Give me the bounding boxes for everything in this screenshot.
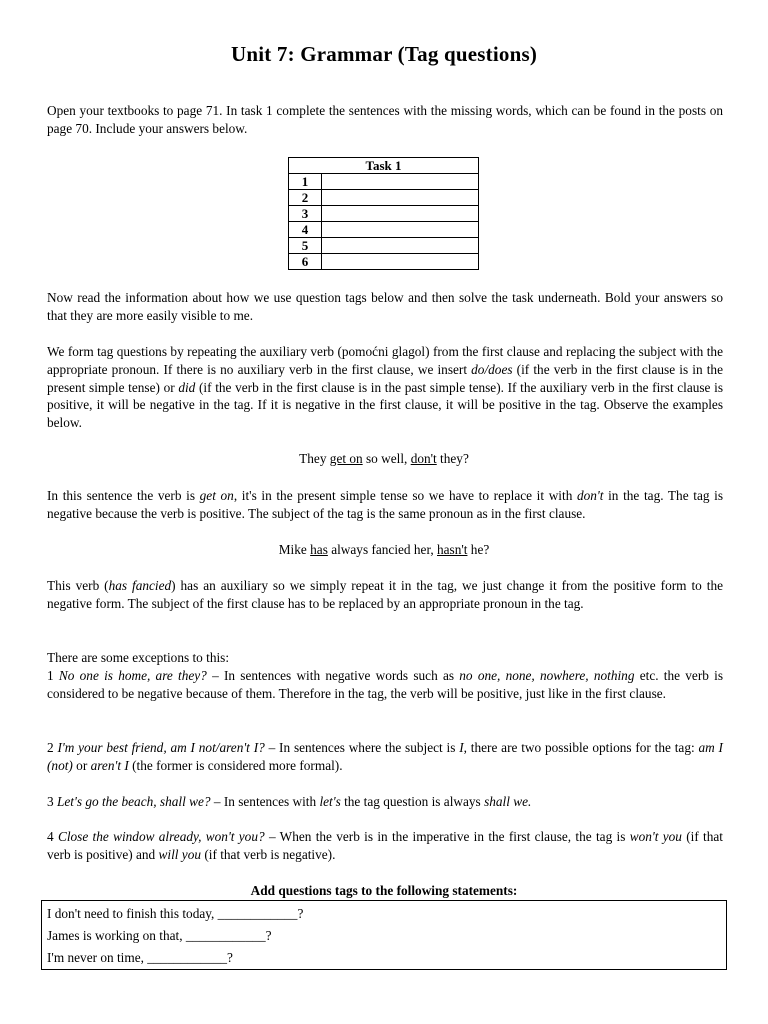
exception-2-b: I [459, 740, 464, 755]
row-number: 6 [289, 254, 322, 270]
exception-2-example: I'm your best friend, am I not/aren't I? [57, 740, 265, 755]
exception-3-number: 3 [47, 794, 57, 809]
explain-2-c: ) has an auxiliary so we simply repeat it in the tag, we just change it from the positive form to the negative form. The subject of the first clause has to be replaced by an appropriate pronoun in the tag. [47, 578, 723, 611]
intro-paragraph: Open your textbooks to page 71. In task 1 complete the sentences with the missing words, which can be found in the posts on page 70. Include your answers below. [47, 103, 723, 136]
explain-1-b: get on [199, 488, 234, 503]
task1-header: Task 1 [289, 158, 479, 174]
statement-line[interactable]: I don't need to finish this today, ____________? [47, 906, 304, 921]
example-2-tag: hasn't [437, 542, 468, 557]
task2-heading: Add questions tags to the following statements: [250, 883, 518, 898]
table-row [289, 238, 479, 254]
row-number: 4 [289, 222, 322, 238]
table-row [289, 254, 479, 270]
exception-3-c: the tag question is always [340, 794, 485, 809]
exception-1-a: – In sentences with negative words such as [206, 668, 460, 683]
exception-1-number: 1 [47, 668, 59, 683]
task1-table [288, 157, 479, 270]
form-text-e: (if the verb in the first clause is in the past simple tense). If the auxiliary verb in the first clause is positive, it will be negative in the tag. If it is negative in the first clause, it will be positive in the tag. Observe the examples below. [47, 379, 723, 431]
exception-1-b: no one, none, nowhere, nothing [459, 668, 635, 683]
exception-1-c: etc. the verb is considered to be negative because of them. Therefore in the tag, the verb will be positive, just like in the first clause. [47, 668, 723, 701]
row-number: 3 [289, 206, 322, 222]
table-row [289, 190, 479, 206]
explain-2-a: This verb ( [47, 578, 109, 593]
table-row [289, 222, 479, 238]
form-did: did [178, 379, 196, 395]
exception-4 [47, 828, 723, 864]
example-1 [0, 450, 768, 468]
form-do-does: do/does [471, 361, 513, 377]
explain-1-e: in the tag. The tag is negative because the verb is positive. The subject of the tag is the same pronoun as in the first clause. [47, 488, 723, 521]
statement-line[interactable]: James is working on that, ____________? [47, 928, 272, 943]
example-2-mid: always fancied her, [327, 542, 437, 557]
exception-3-d: shall we. [484, 794, 532, 809]
exception-4-d: will you [158, 846, 202, 862]
answer-cell[interactable] [322, 190, 479, 206]
exception-1 [47, 667, 723, 703]
exception-4-a: – When the verb is in the imperative in the first clause, the tag is [264, 829, 630, 844]
answer-cell[interactable] [322, 238, 479, 254]
statement-line[interactable]: I'm never on time, ____________? [47, 950, 233, 965]
form-text-c: (if the verb in the first clause is in the present simple tense) or [47, 361, 723, 395]
explain-2-paragraph [47, 577, 723, 613]
exception-4-example: Close the window already, won't you? [57, 829, 265, 844]
exceptions-intro: There are some exceptions to this: [47, 650, 230, 665]
answer-cell[interactable] [322, 206, 479, 222]
exception-3-example: Let's go the beach, shall we? [56, 794, 211, 809]
explain-1-c: , it's in the present simple tense so we have to replace it with [233, 488, 577, 503]
exception-2-d: am I (not) [47, 740, 723, 773]
table-row [289, 206, 479, 222]
explain-2-b: has fancied [108, 578, 172, 593]
example-1-mid: so well, [362, 451, 411, 466]
explain-1-paragraph [47, 487, 723, 523]
form-paragraph [47, 343, 723, 432]
page-title: Unit 7: Grammar (Tag questions) [230, 42, 538, 66]
example-2-post: he? [467, 542, 490, 557]
exception-2-g: (the former is considered more formal). [128, 757, 343, 773]
exception-2-c: , there are two possible options for the tag: [463, 740, 699, 755]
form-text-a: We form tag questions by repeating the auxiliary verb (pomoćni glagol) from the first clause and replacing the subject with the appropriate pronoun. If there is no auxiliary verb in the first clause, we insert [47, 344, 723, 377]
exception-2-a: – In sentences where the subject is [264, 740, 460, 755]
row-number: 1 [289, 174, 322, 190]
exception-4-e: (if that verb is negative). [201, 846, 336, 862]
exception-3-a: – In sentences with [210, 794, 320, 809]
exception-4-c: (if that verb is positive) and [47, 829, 723, 862]
explain-1-d: don't [576, 488, 604, 503]
example-1-pre: They [299, 451, 330, 466]
example-1-verb: get on [329, 451, 363, 466]
example-2-verb: has [310, 542, 328, 557]
exception-1-example: No one is home, are they? [58, 668, 207, 683]
exception-2-number: 2 [47, 740, 58, 755]
exception-4-b: won't you [629, 829, 682, 844]
example-1-tag: don't [410, 451, 437, 466]
exception-2 [47, 739, 723, 775]
exception-3 [47, 793, 723, 811]
exception-3-b: let's [319, 794, 341, 809]
row-number: 5 [289, 238, 322, 254]
example-2 [0, 541, 768, 559]
exception-2-f: aren't I [90, 757, 129, 773]
answer-cell[interactable] [322, 254, 479, 270]
task2-box [41, 900, 727, 970]
exception-4-number: 4 [47, 829, 58, 844]
example-2-pre: Mike [278, 542, 311, 557]
example-1-post: they? [436, 451, 469, 466]
table-row [289, 174, 479, 190]
row-number: 2 [289, 190, 322, 206]
answer-cell[interactable] [322, 174, 479, 190]
explain-1-a: In this sentence the verb is [47, 488, 200, 503]
exception-2-e: or [72, 757, 91, 773]
read-info-paragraph: Now read the information about how we use question tags below and then solve the task underneath. Bold your answers so that they are more easily visible to me. [47, 290, 723, 323]
answer-cell[interactable] [322, 222, 479, 238]
